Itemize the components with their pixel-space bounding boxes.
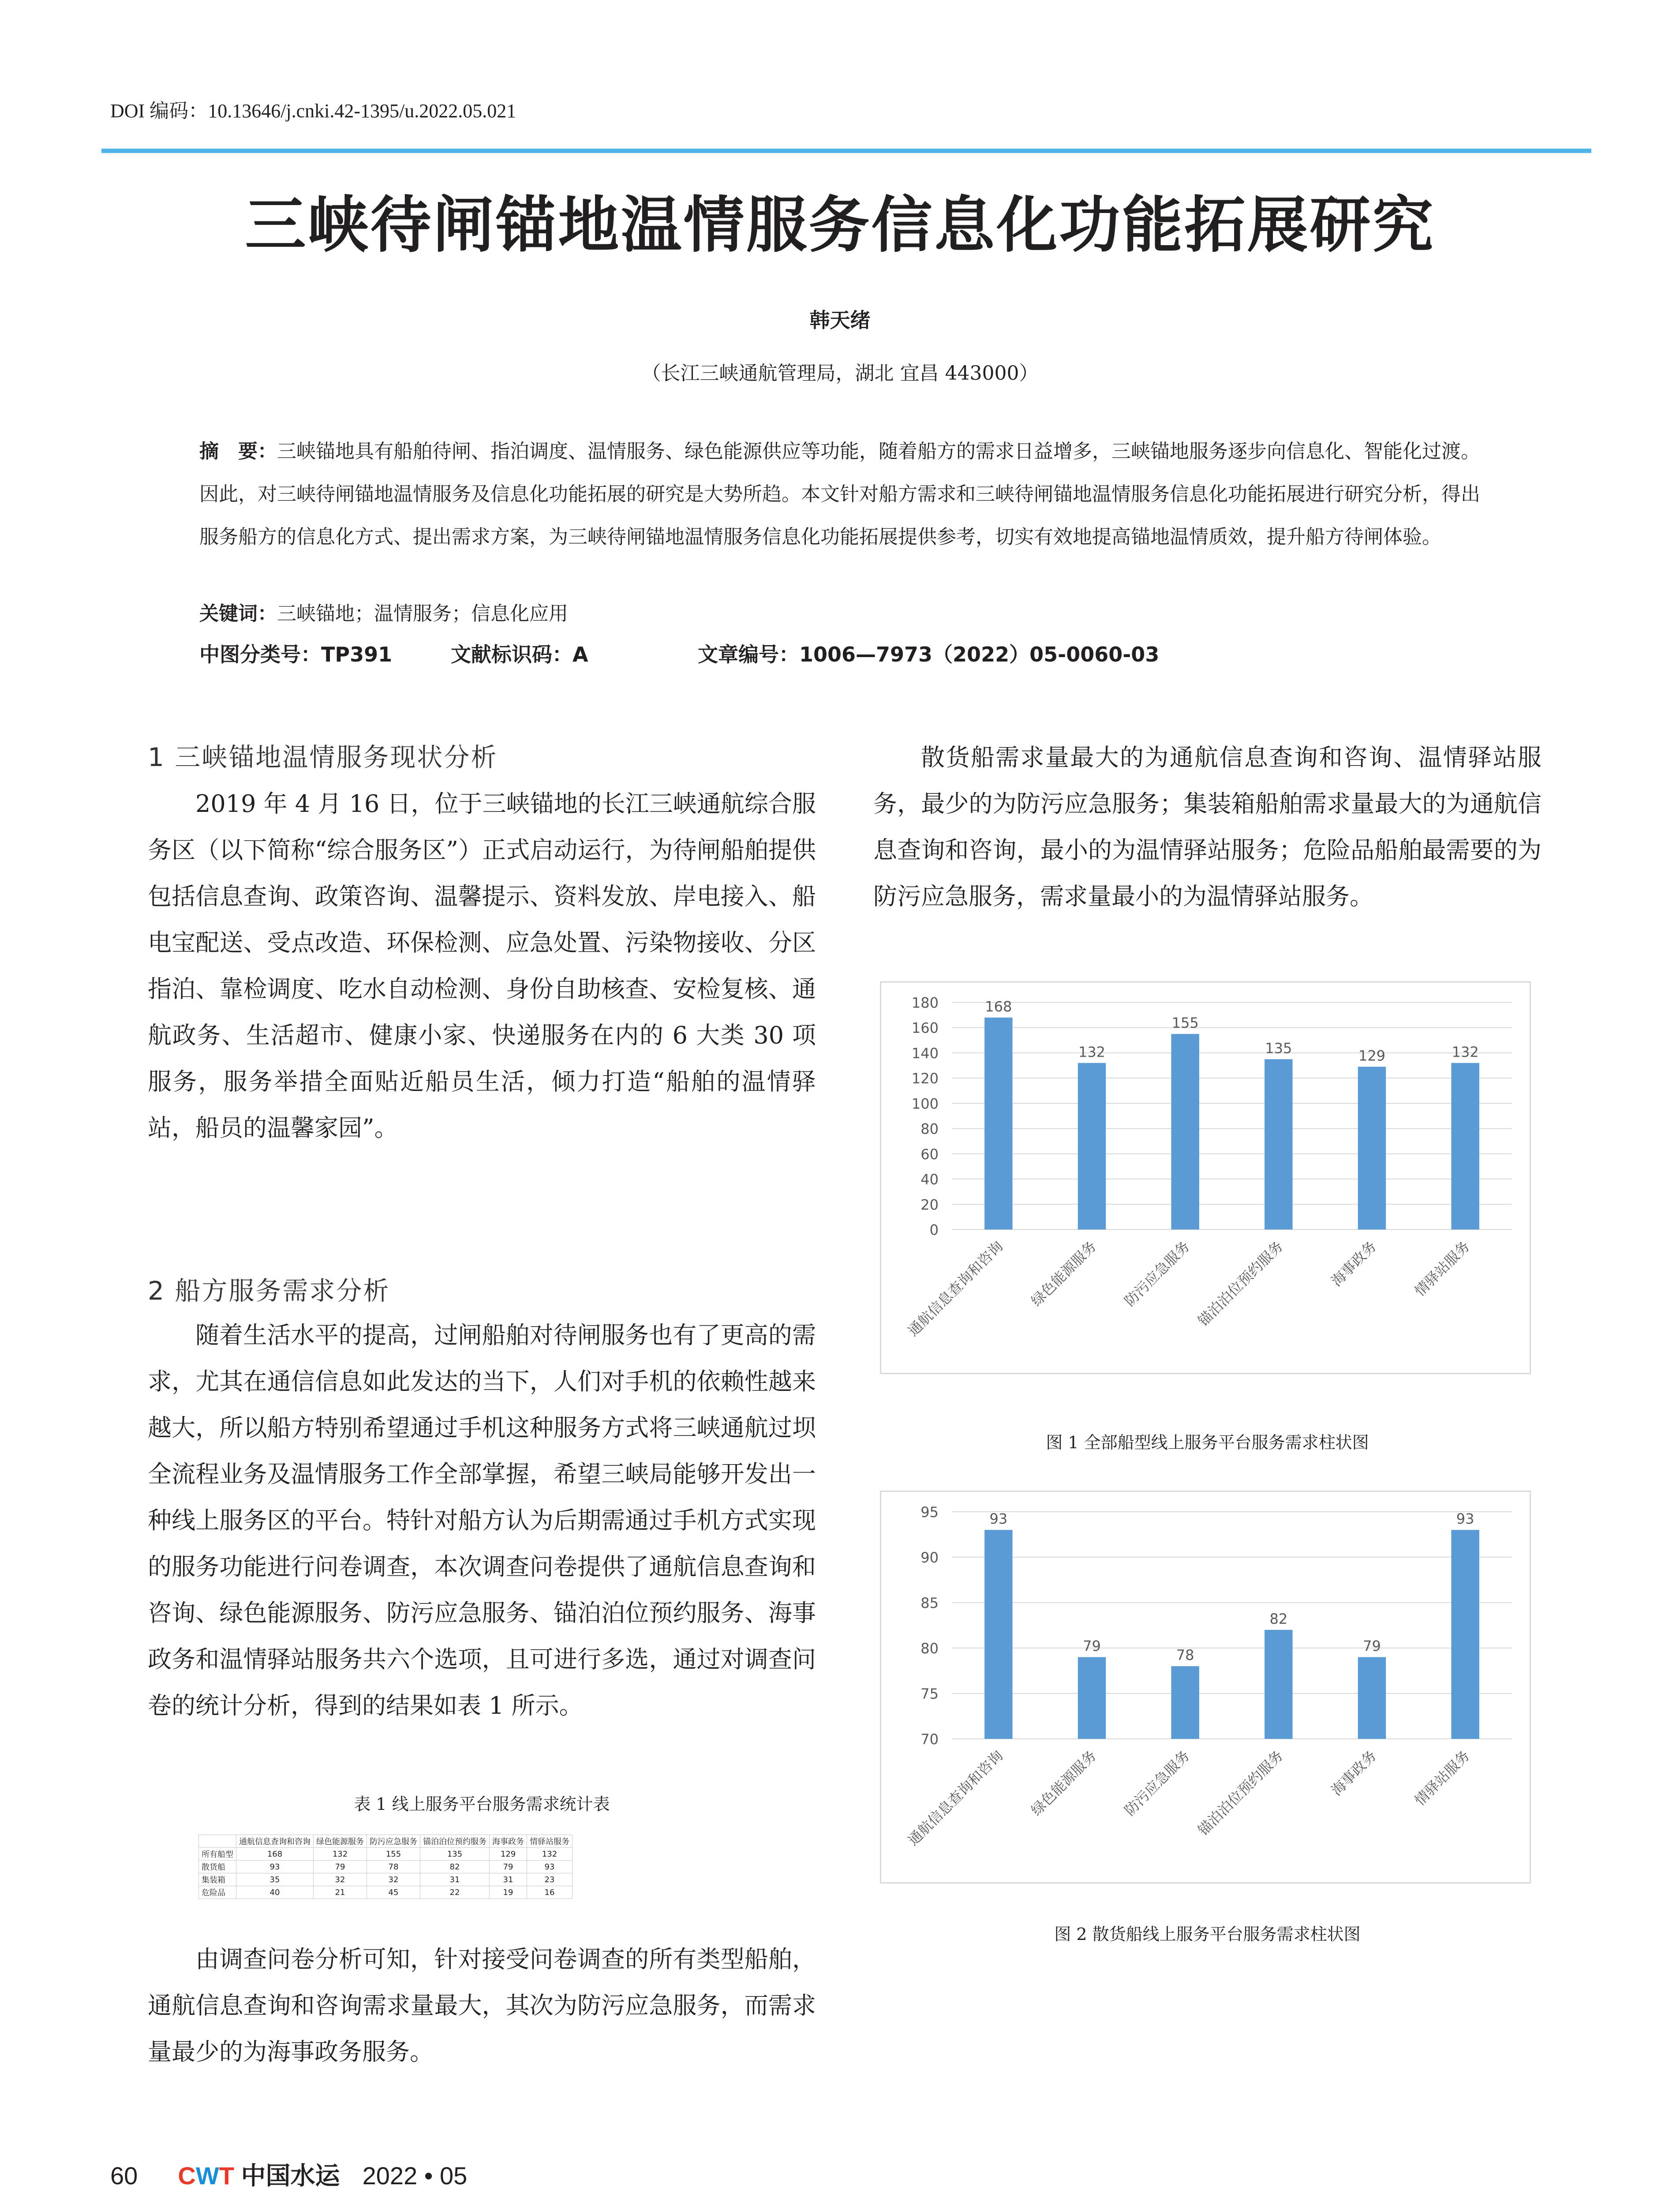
y-tick-label: 0 [929, 1222, 939, 1238]
table-row [199, 1886, 572, 1899]
y-tick-label: 75 [920, 1686, 939, 1702]
table-cell: 23 [527, 1873, 572, 1886]
table-cell: 168 [236, 1848, 314, 1861]
y-tick-label: 180 [911, 994, 939, 1011]
affiliation: （长江三峡通航管理局，湖北 宜昌 443000） [641, 362, 1039, 385]
section1-paragraph: 2019 年 4 月 16 日，位于三峡锚地的长江三峡通航综合服务区（以下简称“综合服务区”）正式启动运行，为待闸船舶提供包括信息查询、政策咨询、温馨提示、资料发放、岸电接入、船电宝配送、受点改造、环保检测、应急处置、污染物接收、分区指泊、靠检调度、吃水自动检测、身份自助核查、安检复核、通航政务、生活超市、健康小家、快递服务在内的 6 大类 30 项服务，服务举措全面贴近船员生活，倾力打造“船舶的温情驿站，船员的温馨家园”。 [148, 790, 816, 1142]
table-cell: 132 [527, 1848, 572, 1861]
y-tick-label: 40 [920, 1171, 939, 1188]
data-label: 155 [1171, 1014, 1199, 1031]
bar [1078, 1657, 1106, 1739]
bar [1265, 1630, 1293, 1739]
bar [1451, 1530, 1479, 1739]
table-cell: 79 [490, 1861, 527, 1873]
table-cell: 32 [314, 1873, 367, 1886]
data-label: 129 [1358, 1047, 1386, 1064]
figure2-caption: 图 2 散货船线上服务平台服务需求柱状图 [1054, 1925, 1361, 1944]
keywords-label: 关键词： [199, 602, 277, 625]
header-rule [101, 149, 1591, 153]
y-tick-label: 70 [920, 1731, 939, 1748]
bar [1171, 1666, 1199, 1739]
bar [1171, 1034, 1199, 1230]
table-caption: 表 1 线上服务平台服务需求统计表 [354, 1794, 610, 1814]
keywords-text: 三峡锚地；温情服务；信息化应用 [277, 602, 568, 625]
x-tick-label: 海事政务 [1328, 1237, 1380, 1290]
y-tick-label: 60 [920, 1146, 939, 1163]
table-row [199, 1873, 572, 1886]
journal-logo-w: W [195, 2162, 219, 2190]
y-tick-label: 90 [920, 1549, 939, 1566]
abstract [199, 430, 1492, 558]
journal-name: 中国水运 [241, 2162, 340, 2190]
section2-paragraph-2: 由调查问卷分析可知，针对接受问卷调查的所有类型船舶，通航信息查询和咨询需求量最大，其次为防污应急服务，而需求量最少的为海事政务服务。 [148, 1945, 816, 2066]
table-cell: 22 [420, 1886, 490, 1899]
y-tick-label: 95 [920, 1504, 939, 1521]
table-cell: 132 [314, 1848, 367, 1861]
classification-line [199, 639, 1159, 668]
table-cell: 35 [236, 1873, 314, 1886]
data-label: 79 [1083, 1637, 1101, 1655]
paper-title: 三峡待闸锚地温情服务信息化功能拓展研究 [245, 190, 1435, 261]
data-label: 93 [989, 1510, 1008, 1528]
footer [110, 2156, 467, 2192]
journal-logo-t: T [219, 2162, 234, 2190]
table-cell: 散货船 [199, 1861, 236, 1873]
section2-paragraph: 随着生活水平的提高，过闸船舶对待闸服务也有了更高的需求，尤其在通信信息如此发达的当下，人们对手机的依赖性越来越大，所以船方特别希望通过手机这种服务方式将三峡通航过坝全流程业务及温情服务工作全部掌握，希望三峡局能够开发出一种线上服务区的平台。特针对船方认为后期需通过手机方式实现的服务功能进行问卷调查，本次调查问卷提供了通航信息查询和咨询、绿色能源服务、防污应急服务、锚泊泊位预约服务、海事政务和温情驿站服务共六个选项，且可进行多选，通过对调查问卷的统计分析，得到的结果如表 1 所示。 [148, 1321, 816, 1719]
data-label: 82 [1269, 1610, 1288, 1627]
x-tick-label: 情驿站服务 [1411, 1237, 1473, 1300]
right-paragraph: 散货船需求量最大的为通航信息查询和咨询、温情驿站服务，最少的为防污应急服务；集装箱船舶需求量最大的为通航信息查询和咨询，最小的为温情驿站服务；危险品船舶最需要的为防污应急服务，需求量最小的为温情驿站服务。 [873, 744, 1542, 910]
x-tick-label: 锚泊泊位预约服务 [1194, 1237, 1287, 1330]
x-tick-label: 防污应急服务 [1121, 1237, 1193, 1310]
bar [984, 1017, 1013, 1230]
y-tick-label: 100 [911, 1095, 939, 1112]
table-cell: 16 [527, 1886, 572, 1899]
bar [1358, 1067, 1386, 1230]
table-header-cell: 防污应急服务 [367, 1835, 420, 1848]
data-label: 132 [1452, 1043, 1479, 1061]
x-tick-label: 通航信息查询和咨询 [904, 1747, 1007, 1849]
page-number: 60 [110, 2162, 138, 2190]
table-cell: 所有船型 [199, 1848, 236, 1861]
abstract-text: 三峡锚地具有船舶待闸、指泊调度、温情服务、绿色能源供应等功能，随着船方的需求日益增多，三峡锚地服务逐步向信息化、智能化过渡。因此，对三峡待闸锚地温情服务及信息化功能拓展的研究是大势所趋。本文针对船方需求和三峡待闸锚地温情服务信息化功能拓展进行研究分析，得出服务船方的信息化方式、提出需求方案，为三峡待闸锚地温情服务信息化功能拓展提供参考，切实有效地提高锚地温情质效，提升船方待闸体验。 [199, 440, 1480, 548]
bar [1358, 1657, 1386, 1739]
doi-line: DOI 编码：10.13646/j.cnki.42-1395/u.2022.05.021 [110, 100, 516, 122]
table-cell: 31 [420, 1873, 490, 1886]
table-cell: 45 [367, 1886, 420, 1899]
stat-table-wrapper [198, 1835, 572, 1899]
x-tick-label: 绿色能源服务 [1028, 1747, 1100, 1819]
table-cell: 19 [490, 1886, 527, 1899]
x-tick-label: 绿色能源服务 [1028, 1237, 1100, 1310]
y-tick-label: 120 [911, 1070, 939, 1087]
table-header-cell: 海事政务 [490, 1835, 527, 1848]
section2-heading: 2 船方服务需求分析 [148, 1276, 390, 1306]
y-tick-label: 160 [911, 1020, 939, 1037]
table-cell: 93 [527, 1861, 572, 1873]
table-cell: 135 [420, 1848, 490, 1861]
stat-table [198, 1835, 572, 1899]
x-tick-label: 防污应急服务 [1121, 1747, 1193, 1819]
data-label: 132 [1078, 1043, 1106, 1061]
bar [1265, 1059, 1293, 1230]
data-label: 79 [1363, 1637, 1381, 1655]
x-tick-label: 通航信息查询和咨询 [904, 1237, 1007, 1340]
table-header-row [199, 1835, 572, 1848]
data-label: 135 [1265, 1039, 1292, 1057]
table-cell: 31 [490, 1873, 527, 1886]
figure1-box [880, 981, 1531, 1374]
table-cell: 82 [420, 1861, 490, 1873]
table-header-cell: 情驿站服务 [527, 1835, 572, 1848]
table-header-cell: 锚泊泊位预约服务 [420, 1835, 490, 1848]
figure2-box [880, 1491, 1531, 1884]
data-label: 78 [1176, 1647, 1194, 1664]
table-cell: 155 [367, 1848, 420, 1861]
table-cell: 78 [367, 1861, 420, 1873]
journal-logo-c: C [178, 2162, 196, 2190]
table-cell: 32 [367, 1873, 420, 1886]
y-tick-label: 80 [920, 1640, 939, 1657]
article-number: 文章编号：1006—7973（2022）05-0060-03 [698, 643, 1160, 666]
x-tick-label: 海事政务 [1328, 1747, 1380, 1799]
y-tick-label: 85 [920, 1595, 939, 1611]
y-tick-label: 20 [920, 1196, 939, 1213]
table-header-cell: 绿色能源服务 [314, 1835, 367, 1848]
bar [1451, 1063, 1479, 1230]
figure1-caption: 图 1 全部船型线上服务平台服务需求柱状图 [1046, 1433, 1369, 1452]
table-cell: 79 [314, 1861, 367, 1873]
bar [984, 1530, 1013, 1739]
data-label: 168 [985, 998, 1012, 1015]
table-row [199, 1848, 572, 1861]
bar [1078, 1063, 1106, 1230]
doc-code: 文献标识码：A [451, 643, 588, 666]
table-header-cell: 通航信息查询和咨询 [236, 1835, 314, 1848]
table-cell: 危险品 [199, 1886, 236, 1899]
x-tick-label: 情驿站服务 [1411, 1747, 1473, 1809]
author: 韩天绪 [809, 308, 871, 332]
figure1-bar-chart [881, 983, 1530, 1373]
y-tick-label: 80 [920, 1121, 939, 1138]
table-cell: 集装箱 [199, 1873, 236, 1886]
x-tick-label: 锚泊泊位预约服务 [1194, 1747, 1287, 1839]
table-cell: 21 [314, 1886, 367, 1899]
figure2-bar-chart [881, 1492, 1530, 1882]
abstract-label: 摘 要： [199, 440, 277, 463]
table-cell: 93 [236, 1861, 314, 1873]
table-cell: 129 [490, 1848, 527, 1861]
table-header-cell [199, 1835, 236, 1848]
data-label: 93 [1456, 1510, 1474, 1528]
table-cell: 40 [236, 1886, 314, 1899]
issue: 2022 • 05 [362, 2162, 468, 2190]
clc-number: 中图分类号：TP391 [199, 643, 393, 666]
table-row [199, 1861, 572, 1873]
keywords [199, 598, 568, 626]
section1-heading: 1 三峡锚地温情服务现状分析 [148, 742, 498, 772]
y-tick-label: 140 [911, 1045, 939, 1062]
